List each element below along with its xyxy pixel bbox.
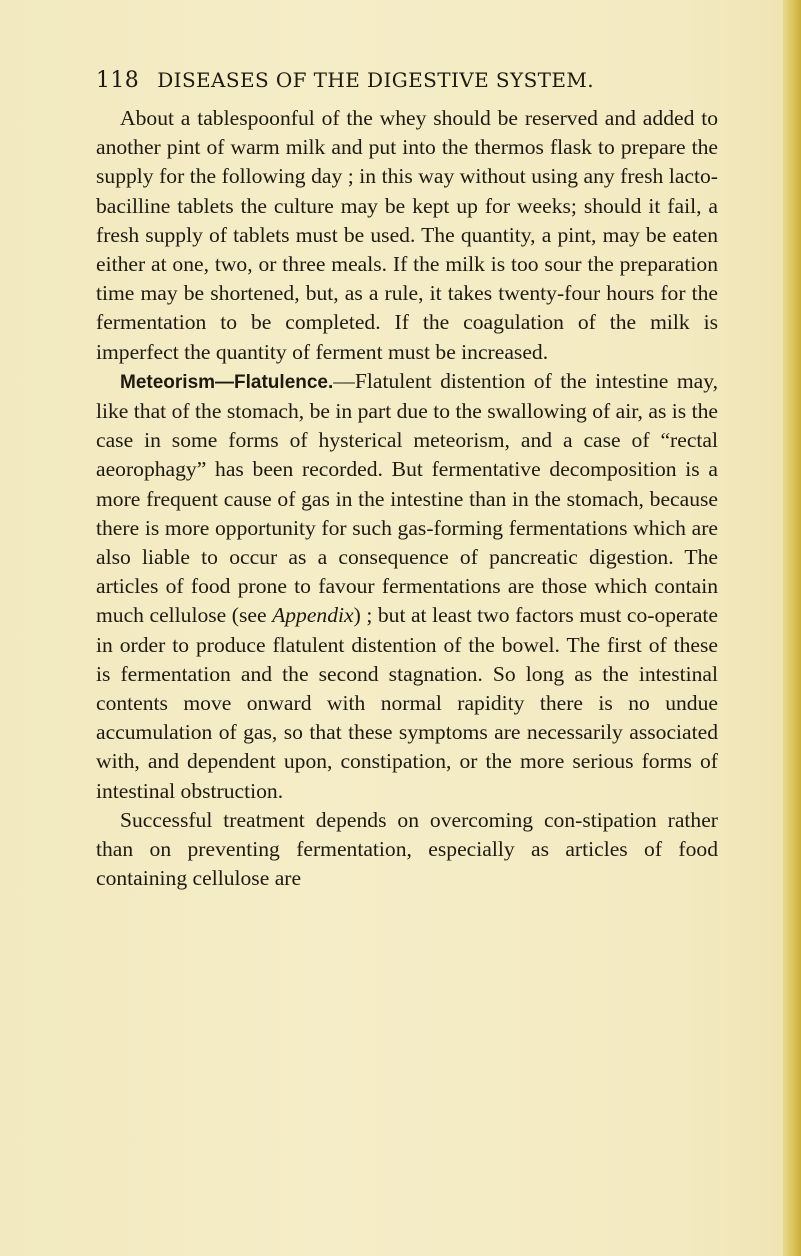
page-number: 118 [96, 68, 140, 93]
paragraph-2-text-b: ) ; but at least two factors must co-operate in order to produce flatulent distention of the bowel. The first of these is fermentation and the second stagnation. So long as the intestinal contents move onward with normal rapidity there is no undue accumulation of gas, so that these symptoms are necessarily associated with, and dependent upon, constipation, or the more serious forms of intestinal obstruction. [96, 603, 718, 803]
page-edge [783, 0, 801, 1256]
paragraph-1: About a tablespoonful of the whey should be reserved and added to another pint of warm milk and put into the thermos flask to prepare the supply for the following day ; in this way without using any fresh lacto-bacilline tablets the culture may be kept up for weeks; should it fail, a fresh supply of tablets must be used. The quantity, a pint, may be eaten either at one, two, or three meals. If the milk is too sour the preparation time may be shortened, but, as a rule, it takes twenty-four hours for the fermentation to be completed. If the coagulation of the milk is imperfect the quantity of ferment must be increased. [96, 106, 718, 364]
running-title: DISEASES OF THE DIGESTIVE SYSTEM. [157, 68, 595, 92]
appendix-reference: Appendix [272, 603, 354, 628]
paragraph-2-text-a: —Flatulent distention of the intestine may, like that of the stomach, be in part due to the swallowing of air, as is the case in some forms of hysterical meteorism, and a case of “rectal aeorophagy” has been recorded. But fermentative decomposition is a more frequent cause of gas in the intestine than in the stomach, because there is more opportunity for such gas-forming fermentations which are also liable to occur as a consequence of pancreatic digestion. The articles of food prone to favour fermentations are those which contain much cellulose (see [96, 368, 718, 628]
paragraph-3: Successful treatment depends on overcoming con-stipation rather than on preventing fermentation, especially as articles of food containing cellulose are [96, 807, 718, 891]
page-body [96, 104, 718, 893]
section-heading: Meteorism—Flatulence. [120, 371, 334, 393]
page-header [96, 68, 736, 102]
paragraph-2 [96, 367, 718, 806]
